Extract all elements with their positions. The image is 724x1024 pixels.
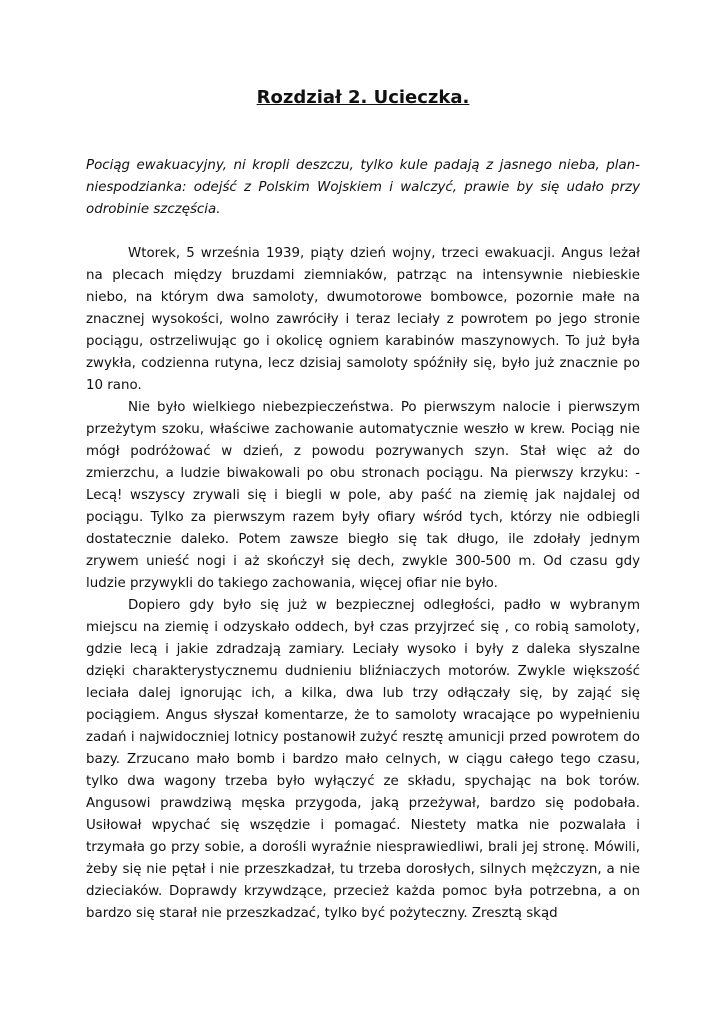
chapter-body (86, 243, 640, 925)
body-paragraph: Dopiero gdy było się już w bezpiecznej odległości, padło w wybranym miejscu na ziemię i odzyskało oddech, był czas przyjrzeć się , co robią samoloty, gdzie lecą i jakie zdradzają zamiary. Leciały wysoko i były z daleka słyszalne dzięki charakterystycznemu dudnieniu bliźniaczych motorów. Zwykle większość leciała dalej ignorując ich, a kilka, dwa lub trzy odłączały się, by zająć się pociągiem. Angus słyszał komentarze, że to samoloty wracające po wypełnieniu zadań i najwidoczniej lotnicy postanowił zużyć resztę amunicji przed powrotem do bazy. Zrzucano mało bomb i bardzo mało celnych, w ciągu całego tego czasu, tylko dwa wagony trzeba było wyłączyć ze składu, spychając na bok torów. Angusowi prawdziwą męska przygoda, jaką przeżywał, bardzo się podobała. Usiłował wpychać się wszędzie i pomagać. Niestety matka nie pozwalała i trzymała go przy sobie, a dorośli wyraźnie niesprawiedliwi, brali jej stronę. Mówili, żeby się nie pętał i nie przeszkadzał, tu trzeba dorosłych, silnych mężczyzn, a nie dzieciaków. Doprawdy krzywdzące, przecież każda pomoc była potrzebna, a on bardzo się starał nie przeszkadzać, tylko być pożyteczny. Zresztą skąd (86, 598, 640, 921)
body-paragraph: Nie było wielkiego niebezpieczeństwa. Po pierwszym nalocie i pierwszym przeżytym szoku, właściwe zachowanie automatycznie weszło w krew. Pociąg nie mógł podróżować w dzień, z powodu pozrywanych szyn. Stał więc aż do zmierzchu, a ludzie biwakowali po obu stronach pociągu. Na pierwszy krzyku: - Lecą! wszyscy zrywali się i biegli w pole, aby paść na ziemię jak najdalej od pociągu. Tylko za pierwszym razem były ofiary wśród tych, którzy nie odbiegli dostatecznie daleko. Potem zawsze biegło się tak długo, ile zdołały jednym zrywem unieść nogi i aż skończył się dech, zwykle 300-500 m. Od czasu gdy ludzie przywykli do takiego zachowania, więcej ofiar nie było. (86, 400, 640, 591)
document-page (86, 84, 640, 925)
body-paragraph: Wtorek, 5 września 1939, piąty dzień wojny, trzeci ewakuacji. Angus leżał na plecach między bruzdami ziemniaków, patrząc na intensywnie niebieskie niebo, na którym dwa samoloty, dwumotorowe bombowce, pozornie małe na znacznej wysokości, wolno zawróciły i teraz leciały z powrotem po jego stronie pociągu, ostrzeliwując go i okolicę ogniem karabinów maszynowych. To już była zwykła, codzienna rutyna, lecz dzisiaj samoloty spóźniły się, było już znacznie po 10 rano. (86, 246, 640, 393)
chapter-title: Rozdział 2. Ucieczka. (256, 87, 470, 108)
chapter-lead: Pociąg ewakuacyjny, ni kropli deszczu, tylko kule padają z jasnego nieba, plan-niespodzianka: odejść z Polskim Wojskiem i walczyć, prawie by się udało przy odrobinie szczęścia. (86, 158, 640, 217)
